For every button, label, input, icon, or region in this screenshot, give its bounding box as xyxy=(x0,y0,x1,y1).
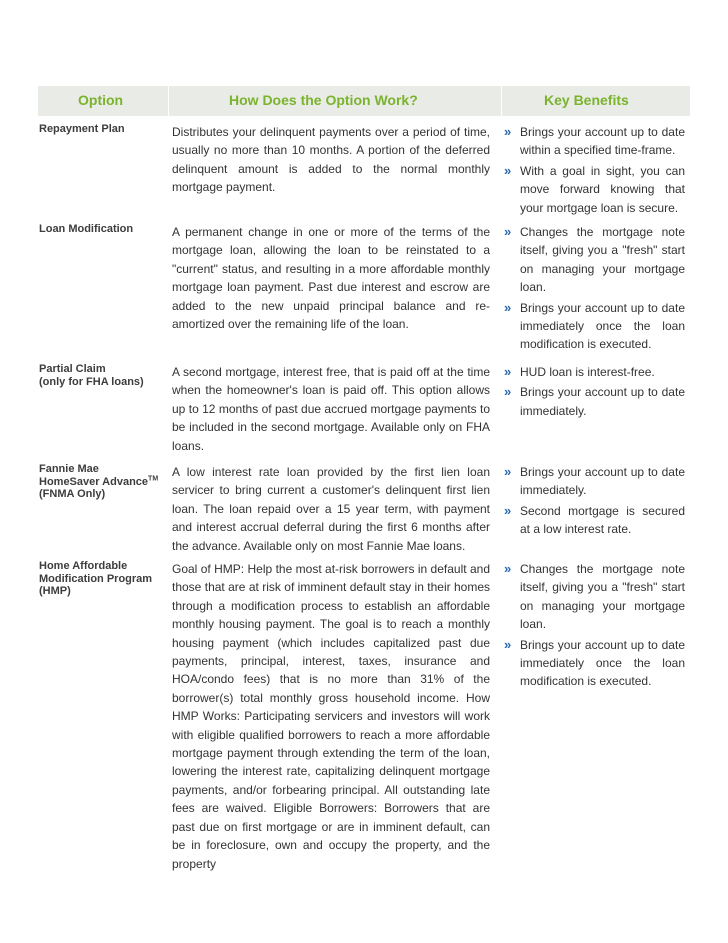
benefit-item: » Changes the mortgage note itself, giving you a "fresh" start on managing your mortgage loan. xyxy=(504,224,685,295)
options-table xyxy=(38,86,690,871)
benefit-item: » Changes the mortgage note itself, giving you a "fresh" start on managing your mortgage loan. xyxy=(504,561,685,632)
benefit-item: » Brings your account up to date immediately once the loan modification is executed. xyxy=(504,636,685,689)
bullet-marker-icon: » xyxy=(504,464,512,479)
option-name: Loan Modification xyxy=(39,223,134,235)
table-header xyxy=(38,86,690,116)
benefit-item: » HUD loan is interest-free. xyxy=(504,363,685,381)
benefits-list xyxy=(504,363,685,422)
bullet-marker-icon: » xyxy=(504,561,512,576)
option-name: Partial Claim (only for FHA loans) xyxy=(39,363,144,388)
option-name: Fannie Mae HomeSaver Advance™ (FNMA Only) xyxy=(39,463,159,500)
bullet-marker-icon: » xyxy=(504,224,512,239)
bullet-marker-icon: » xyxy=(504,299,512,315)
option-name: Home Affordable Modification Program (HMP) xyxy=(39,560,153,597)
bullet-marker-icon: » xyxy=(504,502,512,518)
benefit-item: » Brings your account up to date within a specified time-frame. xyxy=(504,124,685,158)
benefit-item: » Brings your account up to date immediately. xyxy=(504,464,685,498)
benefits-list xyxy=(504,463,685,541)
option-description: A permanent change in one or more of the terms of the mortgage loan, allowing the loan to be reinstated to a "current" status, and resulting in a more affordable monthly mortgage loan payment. Past due interest and escrow are added to the new unpaid principal balance and re-amortized over the remaining life of the loan. xyxy=(172,225,490,332)
bullet-marker-icon: » xyxy=(504,636,512,652)
benefit-item: » Brings your account up to date immediately once the loan modification is executed. xyxy=(504,299,685,352)
option-name: Repayment Plan xyxy=(39,123,125,135)
option-description: A second mortgage, interest free, that is paid off at the time when the homeowner's loan is paid off. This option allows up to 12 months of past due accrued mortgage payments to be included in the second mortgage. Available only on FHA loans. xyxy=(172,365,490,453)
benefit-item: » With a goal in sight, you can move forward knowing that your mortgage loan is secure. xyxy=(504,162,685,215)
benefits-list xyxy=(504,123,685,219)
option-description: Goal of HMP: Help the most at-risk borrowers in default and those that are at risk of imminent default stay in their homes through a modification process to establish an affordable monthly housing payment. The goal is to reach a monthly housing payment (which includes capitalized past due payments, principal, interest, taxes, insurance and HOA/condo fees) that is no more than 31% of the borrower(s) total monthly gross household income. How HMP Works: Participating servicers and investors will work with eligible qualified borrowers to reach a more affordable mortgage payment through extending the term of the loan, lowering the interest rate, capitalizing delinquent mortgage payments, and/or forbearing principal. All outstanding late fees are waived. Eligible Borrowers: Borrowers that are past due on first mortgage or are in imminent default, can be in foreclosure, own and occupy the property, and the property xyxy=(172,562,490,871)
bullet-marker-icon: » xyxy=(504,384,512,400)
benefits-list xyxy=(504,223,685,356)
benefit-item: » Second mortgage is secured at a low interest rate. xyxy=(504,502,685,537)
bullet-marker-icon: » xyxy=(504,162,512,178)
header-how: How Does the Option Work? xyxy=(229,92,418,108)
option-description: A low interest rate loan provided by the first lien loan servicer to bring current a customer's delinquent first lien loan. The loan repaid over a 15 year term, with payment and interest accrual deferral during the first 6 months after the advance. Available only on most Fannie Mae loans. xyxy=(172,465,490,553)
bullet-marker-icon: » xyxy=(504,364,512,379)
option-description: Distributes your delinquent payments over a period of time, usually no more than 10 months. A portion of the deferred delinquent amount is added to the normal monthly mortgage payment. xyxy=(172,125,490,195)
bullet-marker-icon: » xyxy=(504,124,512,139)
header-benefits: Key Benefits xyxy=(544,92,629,108)
benefit-item: » Brings your account up to date immediately. xyxy=(504,384,685,418)
benefits-list xyxy=(504,560,685,693)
header-option: Option xyxy=(78,92,124,108)
